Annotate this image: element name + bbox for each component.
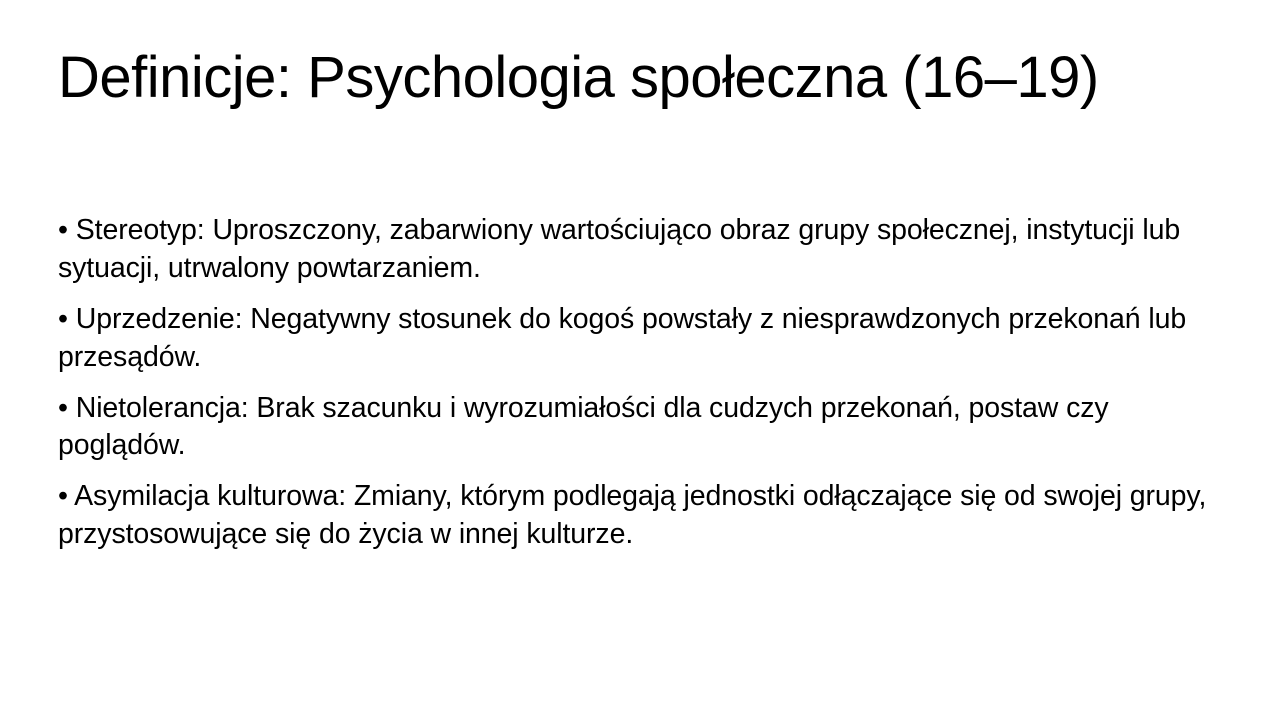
- bullet-icon: •: [58, 480, 68, 513]
- page-title: Definicje: Psychologia społeczna (16–19): [58, 45, 1099, 110]
- list-item-text: Asymilacja kulturowa: Zmiany, którym podlegają jednostki odłączające się od swojej grupy, przystosowujące się do życia w innej kulturze.: [58, 480, 1207, 551]
- list-item-text: Stereotyp: Uproszczony, zabarwiony wartościująco obraz grupy społecznej, instytucji lub sytuacji, utrwalony powtarzaniem.: [58, 214, 1181, 284]
- bullet-icon: •: [58, 391, 68, 424]
- list-item: [58, 212, 1220, 288]
- list-item: [58, 390, 1220, 466]
- list-item: [58, 301, 1220, 377]
- bullet-icon: •: [58, 214, 68, 246]
- list-item-text: Uprzedzenie: Negatywny stosunek do kogoś powstały z niesprawdzonych przekonań lub przesądów.: [58, 302, 1187, 373]
- list-item: [58, 478, 1220, 554]
- bullet-list: [58, 212, 1220, 554]
- list-item-text: Nietolerancja: Brak szacunku i wyrozumiałości dla cudzych przekonań, postaw czy poglądów.: [58, 391, 1109, 462]
- bullet-icon: •: [58, 302, 68, 335]
